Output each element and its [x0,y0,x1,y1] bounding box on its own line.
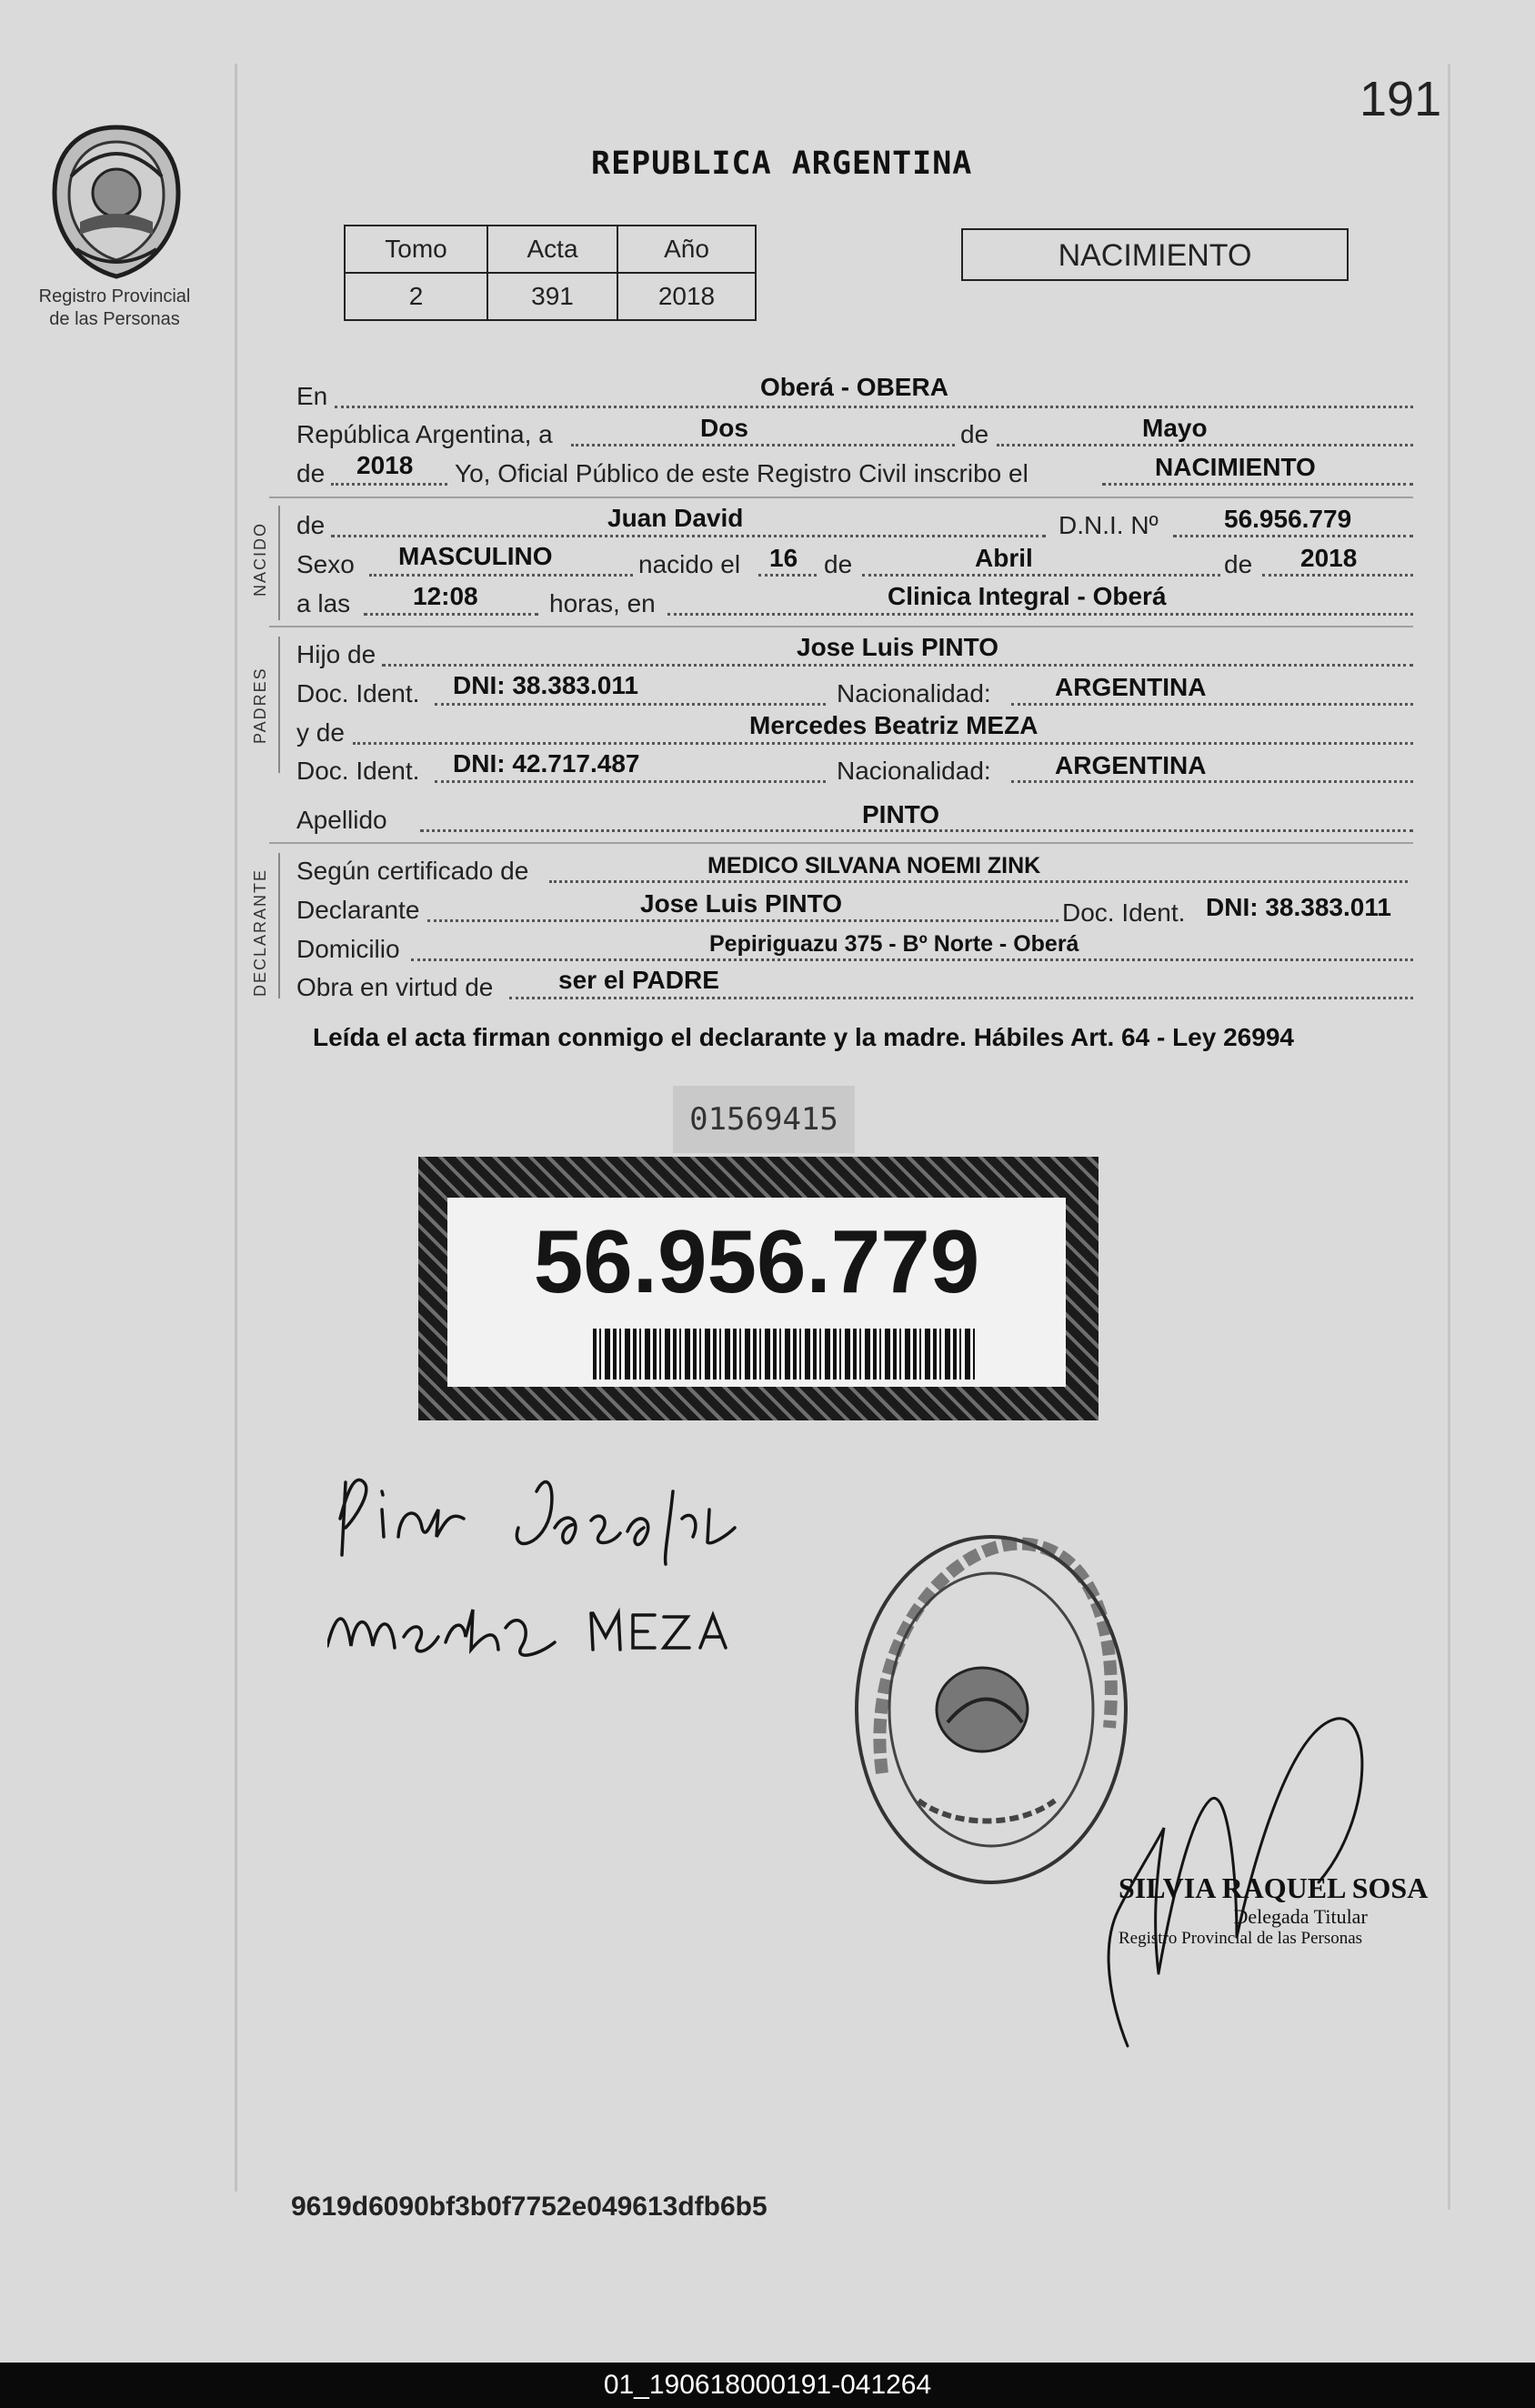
sexo-value: MASCULINO [398,542,553,570]
de-label: de [824,550,853,578]
divider [269,497,1413,498]
dotted-line [435,780,826,783]
nacido-mes-value: Abril [975,544,1033,572]
anio-value: 2018 [356,451,414,479]
barcode-sticker [418,1157,1099,1420]
dotted-line [435,703,826,706]
dotted-line [758,574,817,577]
en-label: En [296,382,328,410]
hijo-de-label: Hijo de [296,640,376,668]
obra-value: ser el PADRE [558,966,719,994]
dotted-line [862,574,1220,577]
sexo-label: Sexo [296,550,355,578]
dotted-line [364,613,538,616]
tomo-value: 2 [345,273,487,320]
divider [269,842,1413,844]
declarante-section-label: DECLARANTE [251,868,269,997]
page-number: 191 [1359,72,1442,126]
page-left-edge [235,64,237,2192]
acta-value: 391 [487,273,617,320]
page-title: REPUBLICA ARGENTINA [591,145,973,182]
de-label: de [296,511,326,539]
nombre-value: Juan David [607,504,744,532]
official-signer [1119,1871,1428,1949]
nacido-anio-value: 2018 [1300,544,1358,572]
certificado-value: MEDICO SILVANA NOEMI ZINK [707,853,1041,878]
y-de-label: y de [296,718,345,747]
dotted-line [369,574,633,577]
madre-nombre-value: Mercedes Beatriz MEZA [749,711,1038,739]
padre-nombre-value: Jose Luis PINTO [797,633,998,661]
official-role: Delegada Titular [1233,1905,1368,1928]
official-organization: Registro Provincial de las Personas [1119,1929,1363,1948]
anio-header: Año [617,226,756,273]
dotted-line [382,664,1413,667]
closing-text: Leída el acta firman conmigo el declarante y la madre. Hábiles Art. 64 - Ley 26994 [313,1023,1294,1051]
registry-caption: Registro Provincial de las Personas [38,286,191,329]
declarante-doc-value: DNI: 38.383.011 [1206,893,1391,921]
madre-doc-value: DNI: 42.717.487 [453,749,640,778]
nacionalidad-label: Nacionalidad: [837,679,991,707]
dotted-line [353,742,1413,745]
horas-label: horas, en [549,589,656,617]
madre-nac-value: ARGENTINA [1055,751,1207,779]
signature-declarante-icon [327,1455,818,1691]
apellido-label: Apellido [296,806,387,834]
de-label: de [296,459,326,487]
dotted-line [411,958,1413,961]
sticker-number: 56.956.779 [533,1211,980,1311]
dotted-line [420,829,1413,832]
a-las-label: a las [296,589,351,617]
dotted-line [331,535,1046,537]
section-bar [278,637,280,773]
tomo-header: Tomo [345,226,487,273]
republica-label: República Argentina, a [296,420,553,448]
certificado-label: Según certificado de [296,857,529,885]
dotted-line [549,880,1408,883]
padre-nac-value: ARGENTINA [1055,673,1207,701]
dotted-line [427,919,1058,922]
dia-value: Dos [700,414,748,442]
domicilio-label: Domicilio [296,935,400,963]
document-hash: 9619d6090bf3b0f7752e049613dfb6b5 [291,2192,768,2222]
section-bar [278,853,280,998]
dotted-line [667,613,1413,616]
dotted-line [571,444,955,446]
nacido-section-label: NACIDO [251,521,269,597]
dotted-line [997,444,1413,446]
dni-label: D.N.I. Nº [1058,511,1159,539]
divider [269,626,1413,627]
official-name: SILVIA RAQUEL SOSA [1119,1871,1429,1904]
official-stamp-icon [846,1528,1137,1891]
footer-id-bar: 01_190618000191-041264 [0,2363,1535,2408]
de-label: de [960,420,989,448]
oficial-text: Yo, Oficial Público de este Registro Civil inscribo el [455,459,1028,487]
tipo-value: NACIMIENTO [1155,453,1316,481]
mes-value: Mayo [1142,414,1208,442]
section-bar [278,506,280,620]
dotted-line [1173,535,1413,537]
padres-section-label: PADRES [251,667,269,744]
nacionalidad-label: Nacionalidad: [837,757,991,785]
dotted-line [1011,780,1413,783]
sticker-serial: 01569415 [673,1086,855,1153]
doc-ident-label: Doc. Ident. [1062,898,1186,927]
page-right-edge [1448,64,1450,2210]
domicilio-value: Pepiriguazu 375 - Bº Norte - Oberá [709,931,1079,957]
dotted-line [1011,703,1413,706]
dni-value: 56.956.779 [1224,505,1352,533]
obra-label: Obra en virtud de [296,973,494,1001]
nacido-dia-value: 16 [769,544,798,572]
nacido-el-label: nacido el [638,550,741,578]
dotted-line [1102,483,1413,486]
document-type-box: NACIMIENTO [961,228,1349,281]
declarante-label: Declarante [296,896,420,924]
apellido-value: PINTO [862,800,940,828]
barcode-icon [593,1329,975,1380]
hora-value: 12:08 [413,582,478,610]
provincial-seal-icon [44,122,189,282]
nacido-lugar-value: Clinica Integral - Oberá [888,582,1167,610]
dotted-line [335,406,1413,408]
acta-header: Acta [487,226,617,273]
padre-doc-value: DNI: 38.383.011 [453,671,638,699]
sticker-label [447,1198,1066,1387]
doc-ident-label: Doc. Ident. [296,679,420,707]
declarante-nombre-value: Jose Luis PINTO [640,889,842,918]
doc-ident-label: Doc. Ident. [296,757,420,785]
anio-value: 2018 [617,273,756,320]
dotted-line [509,997,1413,999]
tomo-acta-table [344,225,757,321]
de-label: de [1224,550,1253,578]
lugar-value: Oberá - OBERA [760,373,948,401]
dotted-line [1262,574,1413,577]
dotted-line [331,483,447,486]
